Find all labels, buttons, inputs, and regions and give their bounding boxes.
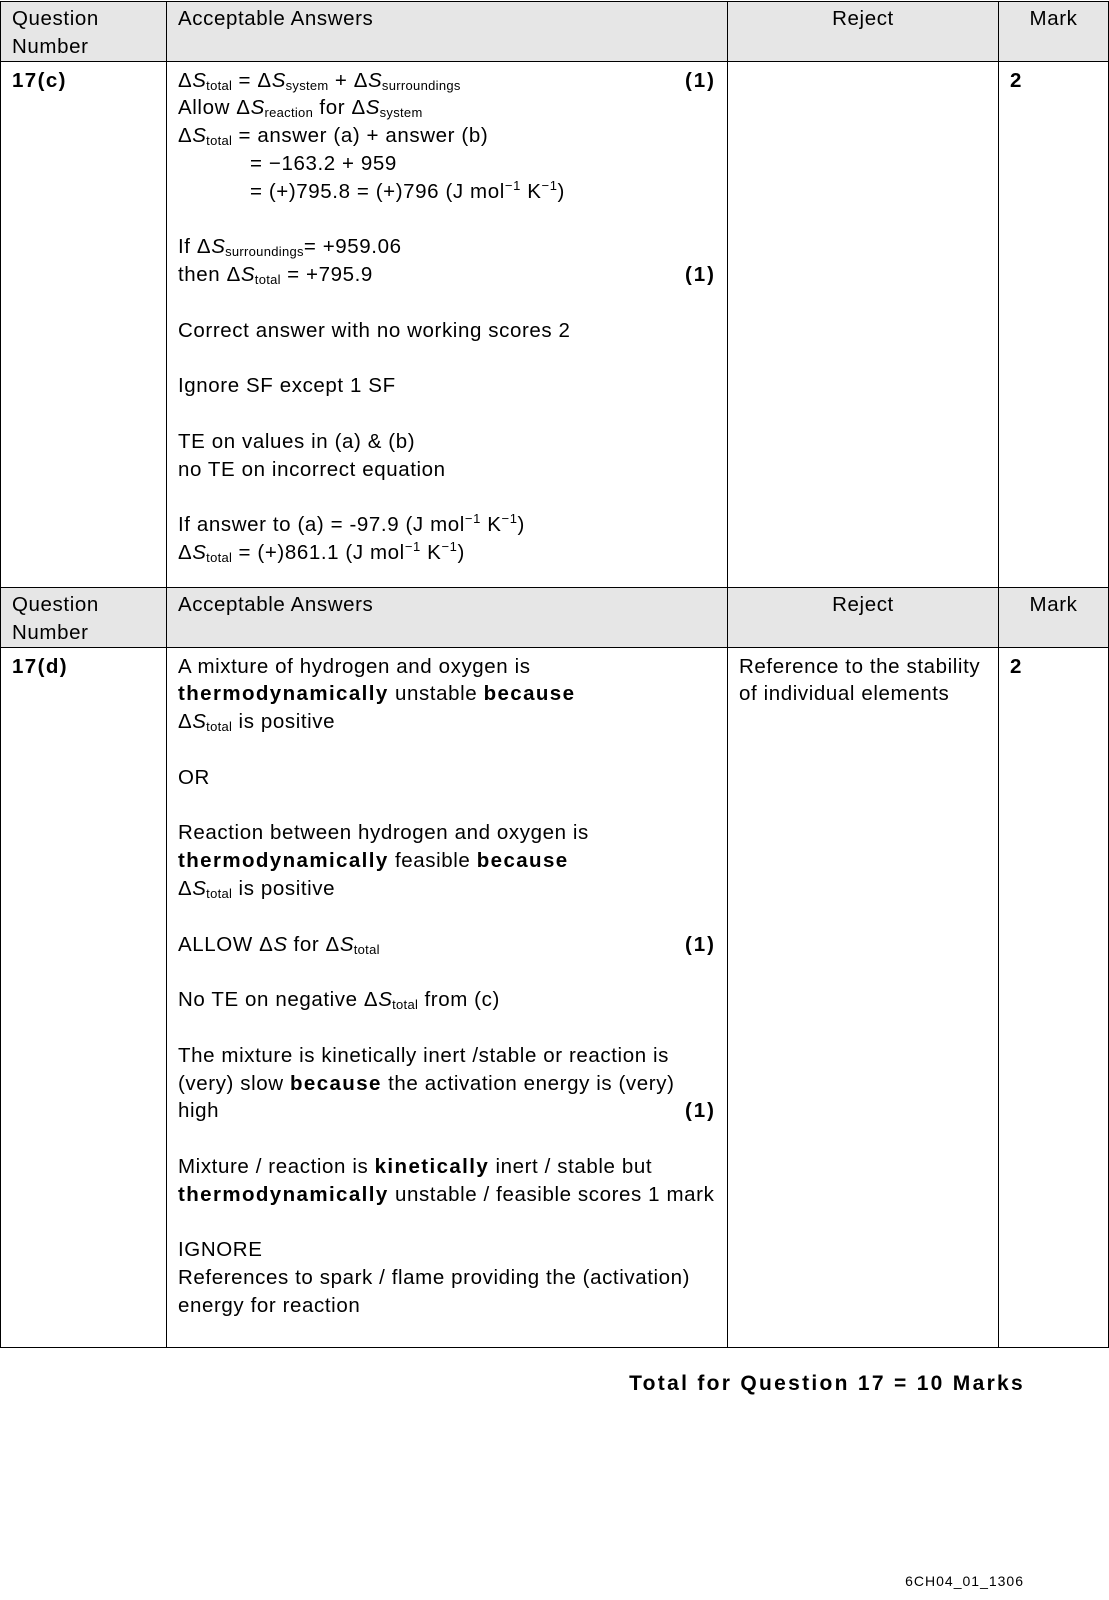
answer-line: ALLOW ΔS for $\Delta S_{total}$ (1): [178, 932, 716, 957]
header-mark: Mark: [999, 2, 1109, 62]
answer-line: Mixture / reaction is kinetically inert / stable but thermodynamically unstable / feasible scores 1 mark: [178, 1154, 715, 1206]
answer-line: Reaction between hydrogen and oxygen is thermodynamically feasible because: [178, 821, 589, 873]
answer-line: A mixture of hydrogen and oxygen is thermodynamically unstable because: [178, 654, 576, 706]
answer-line: The mixture is kinetically inert /stable or reaction is (very) slow because the activation energy is (very) high (1): [178, 1042, 716, 1125]
answer-line: TE on values in (a) & (b): [178, 429, 416, 453]
answer-line: $\Delta S_{total}$ = answer (a) + answer (b): [178, 124, 489, 149]
mark-indicator: (1): [684, 932, 716, 956]
header-reject: Reject: [728, 588, 999, 648]
answer-line: $\Delta S_{total} = \Delta S_{system} + \Delta S_{surroundings}$ (1): [178, 68, 716, 93]
mark-scheme-table-17c: [0, 1, 1109, 595]
paper-code-footer: 6CH04_01_1306: [905, 1573, 1024, 1589]
header-question-number: Question Number: [1, 2, 167, 62]
mark-indicator: (1): [684, 1099, 716, 1123]
header-acceptable-answers: Acceptable Answers: [167, 588, 728, 648]
acceptable-answers-cell: [167, 647, 728, 1347]
reject-cell: [728, 61, 999, 594]
answer-line: $\Delta S_{total}$ is positive: [178, 710, 336, 735]
header-mark: Mark: [999, 588, 1109, 648]
header-question-number: Question Number: [1, 588, 167, 648]
answer-line: $\Delta S_{total}$ is positive: [178, 876, 336, 901]
answer-line: = (+)795.8 = (+)796 (J mol$^{-1}$ $K^{-1}$): [250, 177, 565, 203]
answer-line: If answer to (a) = -97.9 (J mol$^{-1}$ $K^{-1}$): [178, 511, 525, 537]
header-reject: Reject: [728, 2, 999, 62]
total-marks: Total for Question 17 = 10 Marks: [629, 1372, 1025, 1395]
table-header-row: [1, 588, 1109, 648]
mark-cell: 2: [999, 647, 1109, 1347]
answer-line: = −163.2 + 959: [250, 151, 397, 175]
answer-line: OR: [178, 765, 210, 789]
answer-line: then $\Delta S_{total} = +795.9$ (1): [178, 263, 716, 288]
mark-cell: 2: [999, 61, 1109, 594]
answer-line: If $\Delta S_{surroundings}= +959.06$: [178, 235, 402, 260]
header-acceptable-answers: Acceptable Answers: [167, 2, 728, 62]
question-number: 17(d): [1, 647, 167, 1347]
answer-line: IGNORE: [178, 1238, 263, 1262]
table-row: [1, 61, 1109, 594]
mark-scheme-table-17d: [0, 587, 1109, 1348]
mark-indicator: (1): [684, 68, 716, 92]
answer-line: No TE on negative $\Delta S_{total}$ from (c): [178, 988, 500, 1013]
answer-line: $\Delta S_{total} = (+)861.1$ (J mol$^{-1}$ $K^{-1}$): [178, 539, 465, 566]
mark-indicator: (1): [684, 263, 716, 287]
answer-line: Allow $\Delta S_{reaction}$ for $\Delta S_{system}$: [178, 96, 423, 121]
answer-line: References to spark / flame providing the (activation) energy for reaction: [178, 1266, 691, 1317]
answer-line: Correct answer with no working scores 2: [178, 318, 571, 342]
table-row: [1, 647, 1109, 1347]
answer-line: Ignore SF except 1 SF: [178, 374, 396, 398]
acceptable-answers-cell: [167, 61, 728, 594]
question-number: 17(c): [1, 61, 167, 594]
reject-cell: Reference to the stability of individual elements: [728, 647, 999, 1347]
answer-line: no TE on incorrect equation: [178, 457, 446, 481]
table-header-row: [1, 2, 1109, 62]
